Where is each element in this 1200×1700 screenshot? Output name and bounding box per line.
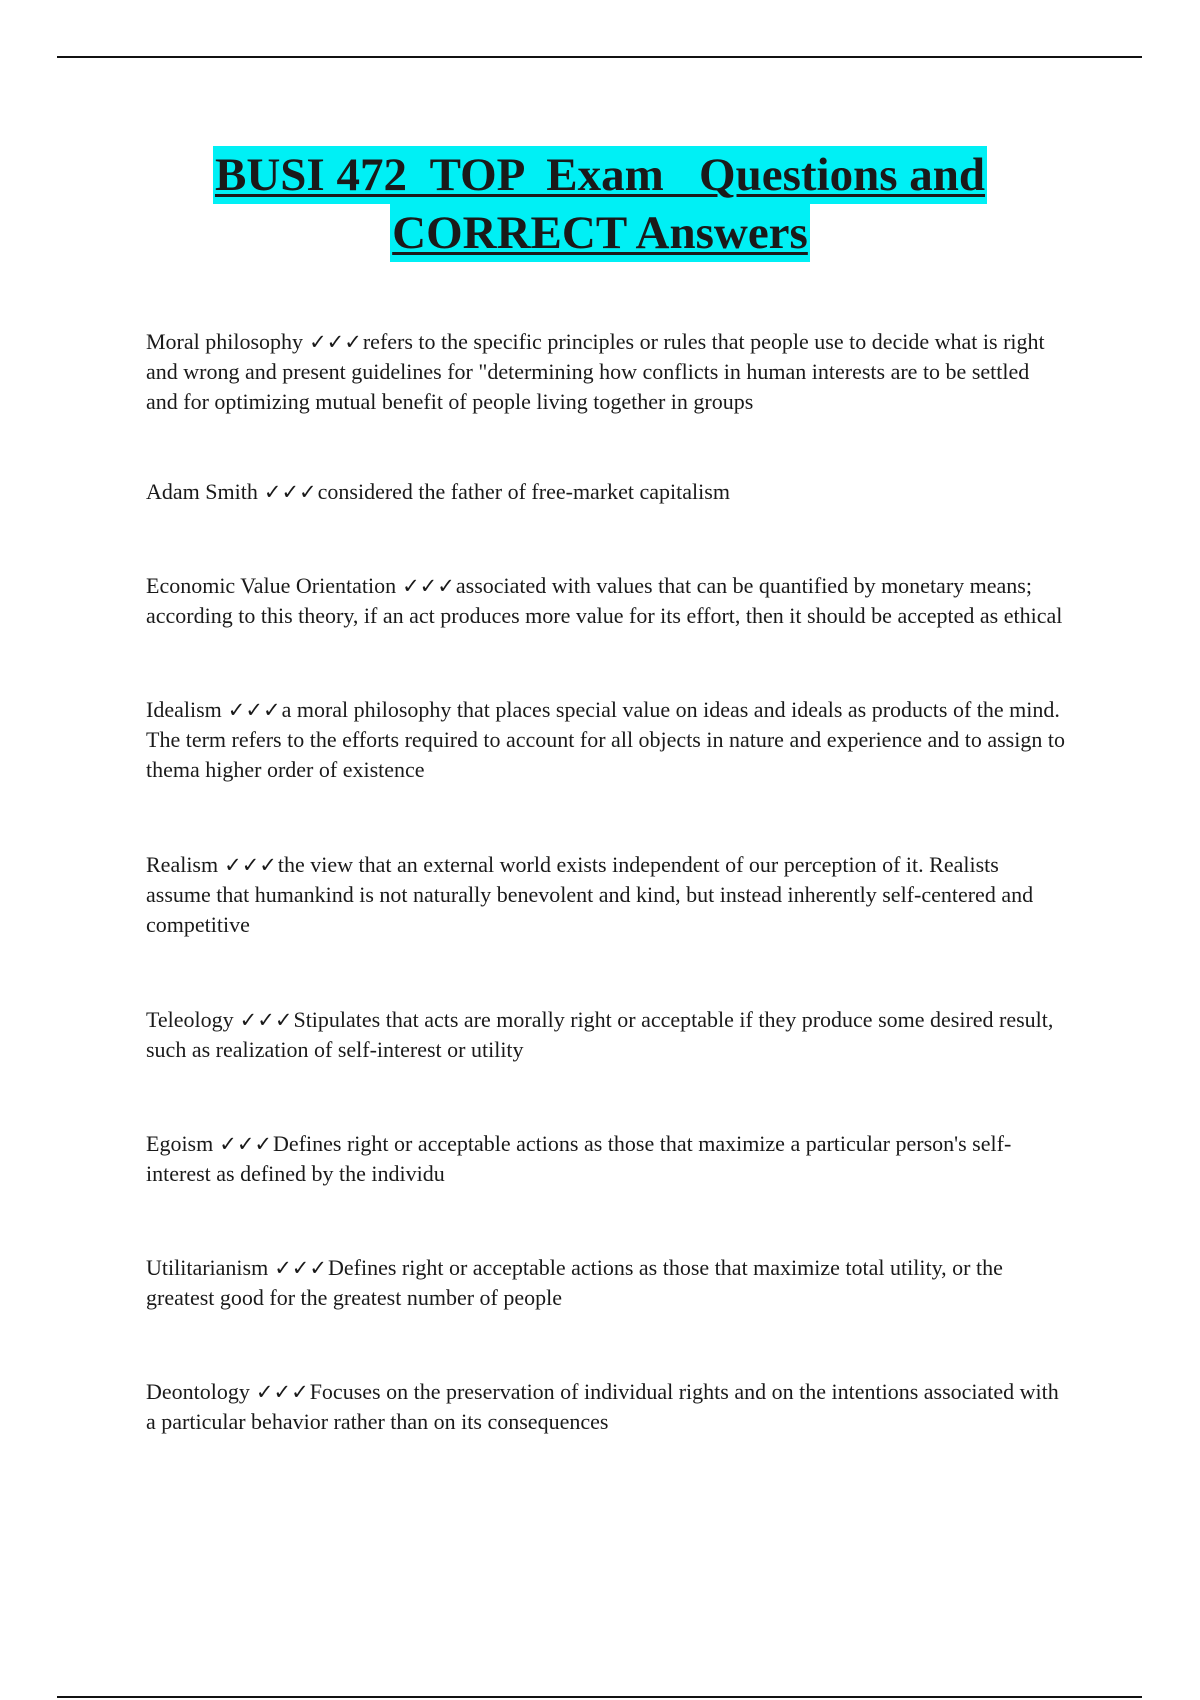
entry-term: Economic Value Orientation	[146, 573, 397, 598]
qa-entry-economic-value-orientation	[146, 571, 1066, 631]
entry-term: Adam Smith	[146, 479, 258, 504]
qa-entry-teleology	[146, 1005, 1066, 1065]
checkmark-icon: ✓✓✓	[309, 330, 362, 354]
checkmark-icon: ✓✓✓	[255, 1380, 309, 1404]
title-line-2: CORRECT Answers	[390, 204, 810, 262]
entry-term: Idealism	[146, 697, 222, 722]
entry-definition: Defines right or acceptable actions as those that maximize a particular person's self-interest as defined by the individu	[146, 1131, 1012, 1186]
qa-entry-deontology	[146, 1377, 1066, 1437]
entry-term: Teleology	[146, 1007, 234, 1032]
qa-entry-egoism	[146, 1129, 1066, 1189]
checkmark-icon: ✓✓✓	[227, 698, 281, 722]
entry-definition: a moral philosophy that places special value on ideas and ideals as products of the mind. The term refers to the efforts required to account for all objects in nature and experience and to assign to thema higher order of existence	[146, 697, 1065, 782]
entry-definition: considered the father of free-market capitalism	[317, 479, 730, 504]
entry-term: Egoism	[146, 1131, 214, 1156]
qa-entry-idealism	[146, 695, 1066, 785]
entry-term: Utilitarianism	[146, 1255, 269, 1280]
entry-term: Realism	[146, 852, 219, 877]
entry-definition: associated with values that can be quantified by monetary means; according to this theory, if an act produces more value for its effort, then it should be accepted as ethical	[146, 573, 1063, 628]
entry-definition: Defines right or acceptable actions as those that maximize total utility, or the greatest good for the greatest number of people	[146, 1255, 1003, 1310]
document-title	[0, 146, 1200, 262]
qa-list	[146, 327, 1066, 1437]
entry-definition: the view that an external world exists independent of our perception of it. Realists assume that humankind is not naturally benevolent and kind, but instead inherently self-centered and competitive	[146, 852, 1034, 937]
checkmark-icon: ✓✓✓	[274, 1256, 327, 1280]
entry-term: Moral philosophy	[146, 329, 304, 354]
qa-entry-utilitarianism	[146, 1253, 1066, 1313]
checkmark-icon: ✓✓✓	[239, 1008, 293, 1032]
top-rule	[57, 56, 1142, 58]
entry-definition: refers to the specific principles or rules that people use to decide what is right and wrong and present guidelines for "determining how conflicts in human interests are to be settled and for optimizing mutual benefit of people living together in groups	[146, 329, 1045, 414]
checkmark-icon: ✓✓✓	[219, 1132, 273, 1156]
checkmark-icon: ✓✓✓	[224, 853, 277, 877]
entry-term: Deontology	[146, 1379, 250, 1404]
entry-definition: Stipulates that acts are morally right or acceptable if they produce some desired result, such as realization of self-interest or utility	[146, 1007, 1054, 1062]
entry-definition: Focuses on the preservation of individual rights and on the intentions associated with a particular behavior rather than on its consequences	[146, 1379, 1059, 1434]
title-line-1: BUSI 472 TOP Exam Questions and	[213, 146, 987, 204]
checkmark-icon: ✓✓✓	[402, 574, 455, 598]
checkmark-icon: ✓✓✓	[263, 480, 317, 504]
qa-entry-moral-philosophy	[146, 327, 1066, 417]
qa-entry-realism	[146, 850, 1066, 940]
qa-entry-adam-smith	[146, 477, 1066, 507]
bottom-rule	[57, 1696, 1142, 1698]
